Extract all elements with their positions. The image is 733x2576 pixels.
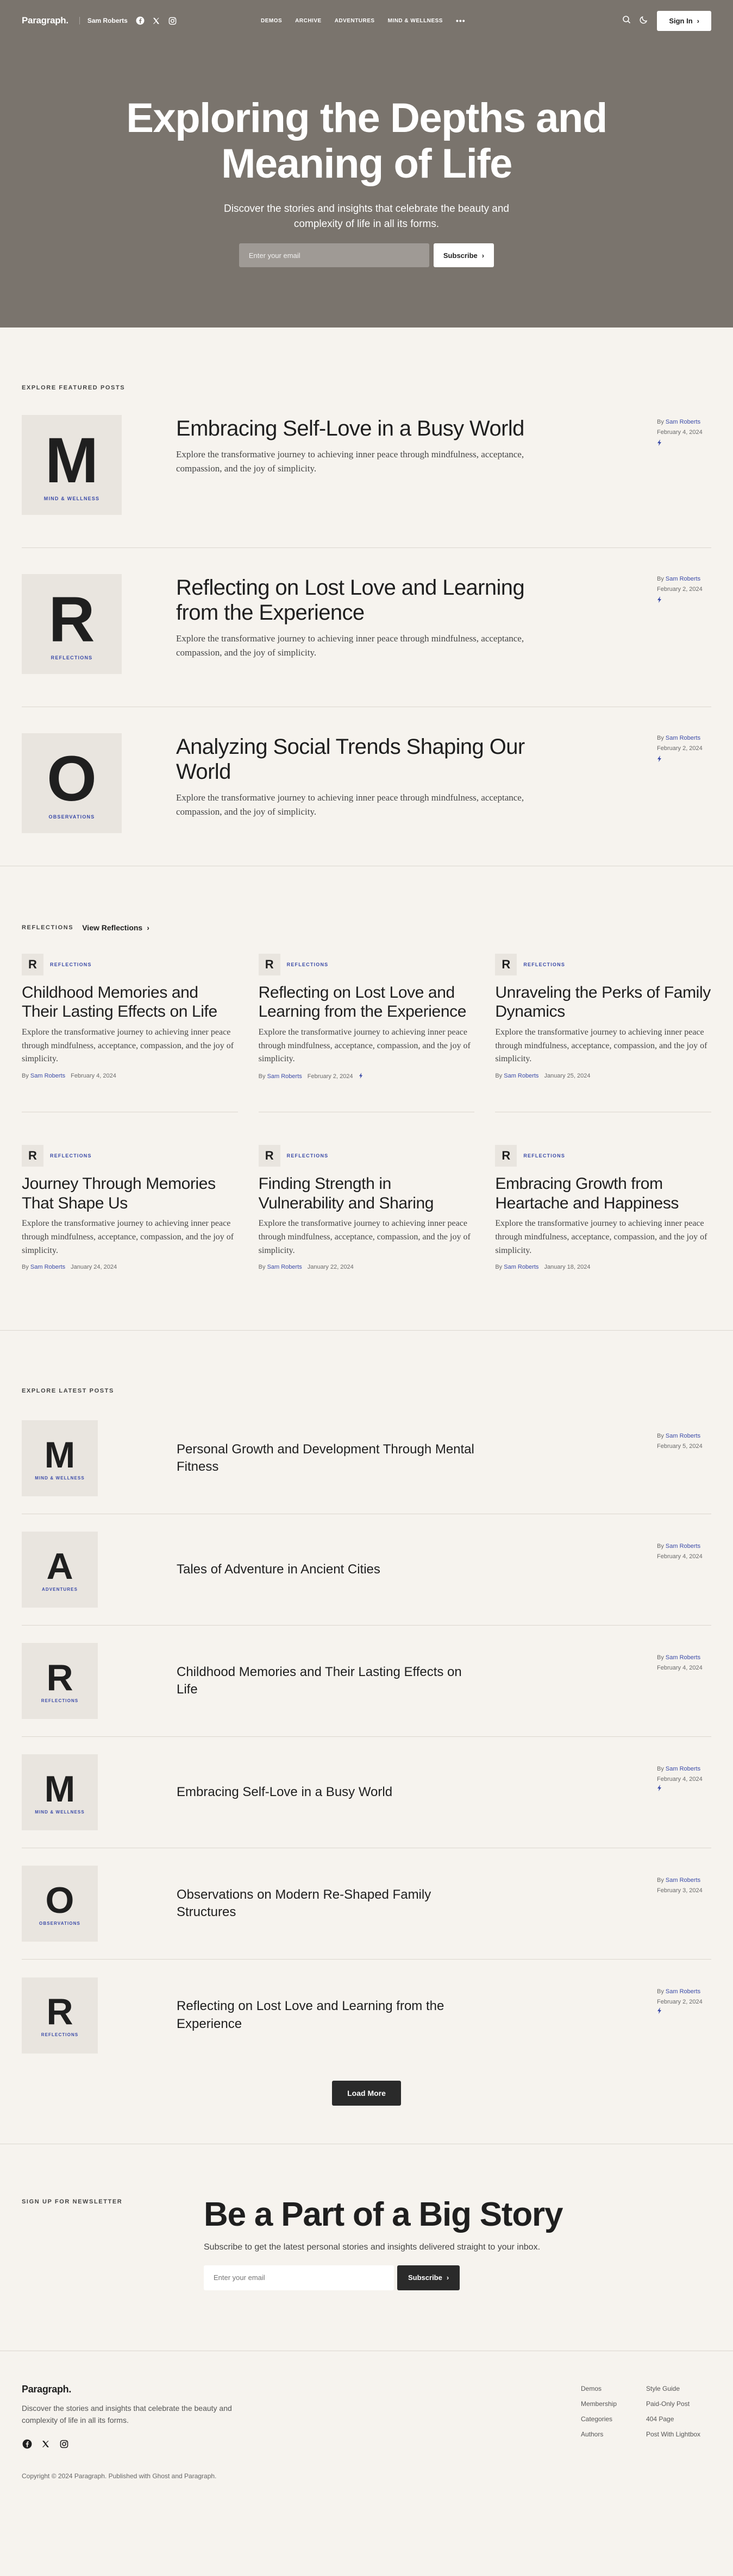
card-header xyxy=(259,954,475,975)
card-header xyxy=(22,954,238,975)
chevron-right-icon: › xyxy=(697,16,699,25)
chevron-right-icon: › xyxy=(147,923,149,932)
post-excerpt: Explore the transformative journey to achieving inner peace through mindfulness, acceptance, compassion, and the joy of simplicity. xyxy=(258,1218,471,1255)
post-meta xyxy=(22,1264,238,1270)
featured-post[interactable] xyxy=(22,707,711,866)
author-link[interactable]: Sam Roberts xyxy=(504,1073,539,1080)
post-date: January 22, 2024 xyxy=(307,1264,354,1271)
newsletter-body xyxy=(204,2196,562,2290)
mini-thumbnail[interactable]: R xyxy=(259,954,280,975)
by-label: By xyxy=(657,1766,664,1773)
post-excerpt: Explore the transformative journey to achieving inner peace through mindfulness, acceptance, compassion, and the joy of simplicity. xyxy=(176,792,524,817)
sign-in-label: Sign In xyxy=(669,16,693,25)
sign-in-button[interactable] xyxy=(657,11,711,31)
post-excerpt: Explore the transformative journey to achieving inner peace through mindfulness, acceptance, compassion, and the joy of simplicity. xyxy=(176,633,524,658)
newsletter-subscribe-button[interactable] xyxy=(397,2265,460,2290)
post-date: January 25, 2024 xyxy=(544,1073,591,1080)
post-title[interactable]: Personal Growth and Development Through Mental Fitness xyxy=(177,1441,474,1475)
list-item[interactable] xyxy=(22,1848,711,1960)
by-label: By xyxy=(657,1543,664,1550)
post-thumbnail[interactable] xyxy=(22,1977,98,2054)
by-label: By xyxy=(657,576,664,582)
category-tag[interactable]: REFLECTIONS xyxy=(41,2032,79,2038)
mini-thumbnail[interactable]: R xyxy=(22,954,43,975)
nav-item-archive[interactable]: ARCHIVE xyxy=(295,17,322,24)
post-thumbnail[interactable] xyxy=(22,415,122,515)
post-excerpt: Explore the transformative journey to achieving inner peace through mindfulness, acceptance, compassion, and the joy of simplicity. xyxy=(176,449,524,474)
post-date: February 2, 2024 xyxy=(307,1073,353,1080)
thumbnail-letter: M xyxy=(44,1768,76,1810)
post-card[interactable] xyxy=(495,954,711,1112)
post-title[interactable]: Embracing Self-Love in a Busy World xyxy=(176,417,524,440)
featured-star-icon xyxy=(657,2009,662,2016)
hero-subscribe-button[interactable] xyxy=(434,243,494,267)
post-meta xyxy=(259,1264,475,1270)
post-thumbnail[interactable] xyxy=(22,733,122,833)
post-meta xyxy=(657,1764,711,1794)
thumbnail-letter: O xyxy=(47,743,97,815)
category-tag[interactable]: OBSERVATIONS xyxy=(39,1920,80,1926)
category-tag[interactable]: REFLECTIONS xyxy=(41,1698,79,1703)
post-meta xyxy=(657,574,711,607)
mini-thumbnail[interactable]: R xyxy=(22,1145,43,1167)
author-link[interactable]: Sam Roberts xyxy=(504,1264,539,1271)
newsletter-subtitle: Subscribe to get the latest personal stories and insights delivered straight to your inbox. xyxy=(204,2242,541,2252)
author-link[interactable]: Sam Roberts xyxy=(665,735,701,741)
post-card[interactable] xyxy=(259,954,475,1112)
post-excerpt: Explore the transformative journey to achieving inner peace through mindfulness, acceptance, compassion, and the joy of simplicity. xyxy=(258,1027,471,1064)
post-title[interactable]: Embracing Self-Love in a Busy World xyxy=(177,1785,393,1800)
featured-star-icon xyxy=(657,755,711,766)
mini-thumbnail[interactable]: R xyxy=(259,1145,280,1167)
nav-more-icon[interactable]: ••• xyxy=(455,16,466,25)
post-thumbnail[interactable] xyxy=(22,1532,98,1608)
by-label: By xyxy=(657,1988,664,1995)
author-link[interactable]: Sam Roberts xyxy=(665,1877,701,1884)
top-navigation xyxy=(0,0,733,41)
category-tag[interactable]: ADVENTURES xyxy=(41,1586,78,1592)
post-date: February 2, 2024 xyxy=(657,585,703,593)
post-meta xyxy=(657,417,711,450)
post-title[interactable]: Reflecting on Lost Love and Learning from the Experience xyxy=(176,576,525,625)
footer-links xyxy=(581,2385,711,2438)
mini-thumbnail[interactable]: R xyxy=(495,954,517,975)
list-item[interactable] xyxy=(22,1514,711,1626)
author-link[interactable]: Sam Roberts xyxy=(267,1073,302,1080)
post-card[interactable] xyxy=(22,1112,238,1270)
thumbnail-letter: A xyxy=(46,1545,73,1587)
featured-post[interactable] xyxy=(22,391,711,548)
list-item[interactable] xyxy=(22,1415,711,1514)
post-date: January 18, 2024 xyxy=(544,1264,591,1271)
dark-mode-moon-icon[interactable] xyxy=(640,15,648,27)
post-title[interactable]: Embracing Growth from Heartache and Happiness xyxy=(495,1175,679,1212)
footer-link[interactable]: Paid-Only Post xyxy=(646,2400,690,2408)
post-meta xyxy=(259,1073,475,1080)
hero-title: Exploring the Depths and Meaning of Life xyxy=(126,95,607,187)
featured-star-icon xyxy=(359,1073,364,1080)
card-header xyxy=(495,1145,711,1167)
nav-item-mind-wellness[interactable]: MIND & WELLNESS xyxy=(387,17,443,24)
card-header xyxy=(259,1145,475,1167)
category-tag[interactable]: OBSERVATIONS xyxy=(48,814,95,820)
thumbnail-letter: R xyxy=(46,1991,73,2033)
view-reflections-link[interactable] xyxy=(82,923,149,932)
post-card[interactable] xyxy=(22,954,238,1112)
by-label: By xyxy=(22,1264,29,1271)
copyright-text: Copyright © 2024 Paragraph. Published with Ghost and Paragraph. xyxy=(22,2472,217,2480)
post-card[interactable] xyxy=(259,1112,475,1270)
category-tag[interactable]: MIND & WELLNESS xyxy=(35,1809,85,1815)
category-tag[interactable]: REFLECTIONS xyxy=(286,962,329,967)
post-body xyxy=(176,574,556,660)
author-link[interactable]: Sam Roberts xyxy=(665,1766,701,1773)
featured-posts-section xyxy=(0,327,733,866)
post-meta xyxy=(657,1541,711,1561)
category-tag[interactable]: REFLECTIONS xyxy=(523,1153,566,1159)
author-link[interactable]: Sam Roberts xyxy=(30,1264,66,1271)
search-icon[interactable] xyxy=(622,15,631,27)
post-meta xyxy=(22,1073,238,1079)
facebook-icon[interactable] xyxy=(22,2439,33,2449)
by-label: By xyxy=(22,1073,29,1080)
by-label: By xyxy=(657,1877,664,1884)
category-tag[interactable]: REFLECTIONS xyxy=(50,1153,92,1159)
by-label: By xyxy=(495,1264,503,1271)
section-label: EXPLORE FEATURED POSTS xyxy=(22,385,126,391)
post-title[interactable]: Unraveling the Perks of Family Dynamics xyxy=(495,984,711,1021)
footer-link[interactable]: Authors xyxy=(581,2430,604,2439)
post-title[interactable]: Reflecting on Lost Love and Learning from the Experience xyxy=(177,1999,444,2031)
post-date: February 2, 2024 xyxy=(657,745,703,752)
post-thumbnail[interactable] xyxy=(22,1420,98,1496)
author-link[interactable]: Sam Roberts xyxy=(267,1264,302,1271)
post-date: February 2, 2024 xyxy=(657,1999,703,2006)
newsletter-form xyxy=(204,2265,562,2290)
section-header xyxy=(22,923,711,932)
post-date: February 4, 2024 xyxy=(657,429,703,436)
post-thumbnail[interactable] xyxy=(22,1643,98,1719)
by-label: By xyxy=(495,1073,503,1080)
post-meta xyxy=(495,1264,711,1270)
chevron-right-icon: › xyxy=(481,251,485,260)
nav-item-adventures[interactable]: ADVENTURES xyxy=(334,17,375,24)
by-label: By xyxy=(657,1433,664,1440)
post-meta xyxy=(657,733,711,766)
header-actions xyxy=(622,11,711,31)
category-tag[interactable]: REFLECTIONS xyxy=(523,962,566,967)
post-meta xyxy=(495,1073,711,1079)
post-excerpt: Explore the transformative journey to achieving inner peace through mindfulness, acceptance, compassion, and the joy of simplicity. xyxy=(22,1218,234,1255)
post-excerpt: Explore the transformative journey to achieving inner peace through mindfulness, acceptance, compassion, and the joy of simplicity. xyxy=(22,1027,234,1064)
site-logo[interactable]: Paragraph. xyxy=(22,15,68,26)
author-link[interactable]: Sam Roberts xyxy=(665,1543,701,1550)
instagram-icon[interactable] xyxy=(168,16,178,26)
subscribe-label: Subscribe xyxy=(443,251,478,260)
post-title[interactable]: Finding Strength in Vulnerability and Sharing xyxy=(258,1175,434,1212)
chevron-right-icon: › xyxy=(446,2273,449,2282)
footer-link[interactable]: Style Guide xyxy=(646,2385,680,2393)
author-link[interactable]: Sam Roberts xyxy=(665,576,701,582)
post-title[interactable]: Analyzing Social Trends Shaping Our World xyxy=(176,735,525,784)
featured-star-icon xyxy=(657,596,711,607)
by-label: By xyxy=(657,735,664,741)
social-links xyxy=(135,16,178,26)
section-label: SIGN UP FOR NEWSLETTER xyxy=(22,2199,123,2206)
post-body xyxy=(176,415,556,476)
mini-thumbnail[interactable]: R xyxy=(495,1145,517,1167)
post-date: February 4, 2024 xyxy=(657,1665,703,1672)
post-thumbnail[interactable] xyxy=(22,1754,98,1830)
list-item[interactable] xyxy=(22,1626,711,1737)
thumbnail-letter: R xyxy=(48,584,95,656)
reflections-section xyxy=(0,866,733,1330)
footer-social-links xyxy=(22,2439,711,2449)
view-link-label: View Reflections xyxy=(82,923,143,932)
author-link[interactable]: Sam Roberts xyxy=(665,419,701,425)
card-header xyxy=(495,954,711,975)
instagram-icon[interactable] xyxy=(59,2439,70,2449)
load-more-row xyxy=(22,2081,711,2106)
featured-post[interactable] xyxy=(22,548,711,707)
author-link[interactable]: Sam Roberts xyxy=(30,1073,66,1080)
main-nav xyxy=(261,16,466,25)
category-tag[interactable]: REFLECTIONS xyxy=(286,1153,329,1159)
featured-star-icon xyxy=(657,439,711,450)
post-title[interactable]: Tales of Adventure in Ancient Cities xyxy=(177,1562,380,1577)
thumbnail-letter: M xyxy=(44,1434,76,1476)
post-title[interactable]: Reflecting on Lost Love and Learning from the Experience xyxy=(258,984,467,1021)
facebook-icon[interactable] xyxy=(135,16,145,26)
footer-link[interactable]: Membership xyxy=(581,2400,617,2408)
post-title[interactable]: Observations on Modern Re-Shaped Family Structures xyxy=(177,1887,431,1920)
section-label: REFLECTIONS xyxy=(22,924,74,931)
category-tag[interactable]: REFLECTIONS xyxy=(50,962,92,967)
latest-posts-section xyxy=(0,1331,733,2144)
post-thumbnail[interactable] xyxy=(22,574,122,674)
author-link[interactable]: Sam Roberts xyxy=(79,17,128,24)
x-twitter-icon[interactable] xyxy=(152,16,161,26)
newsletter-section xyxy=(0,2144,733,2351)
post-card[interactable] xyxy=(495,1112,711,1270)
post-excerpt: Explore the transformative journey to achieving inner peace through mindfulness, acceptance, compassion, and the joy of simplicity. xyxy=(495,1218,707,1255)
post-date: February 4, 2024 xyxy=(657,1776,703,1783)
post-title[interactable]: Childhood Memories and Their Lasting Effects on Life xyxy=(177,1664,462,1697)
category-tag[interactable]: REFLECTIONS xyxy=(51,655,93,660)
category-tag[interactable]: MIND & WELLNESS xyxy=(43,496,100,501)
footer-description: Discover the stories and insights that celebrate the beauty and complexity of life in all its forms. xyxy=(22,2404,232,2425)
post-title[interactable]: Childhood Memories and Their Lasting Effects on Life xyxy=(22,984,217,1021)
load-more-button[interactable]: Load More xyxy=(332,2081,401,2106)
section-label: EXPLORE LATEST POSTS xyxy=(22,1388,114,1395)
post-meta xyxy=(657,1987,711,2017)
author-link[interactable]: Sam Roberts xyxy=(665,1654,701,1661)
post-thumbnail[interactable] xyxy=(22,1866,98,1942)
post-meta xyxy=(657,1431,711,1451)
footer-logo[interactable]: Paragraph. xyxy=(22,2384,72,2395)
x-twitter-icon[interactable] xyxy=(40,2439,51,2449)
author-link[interactable]: Sam Roberts xyxy=(665,1433,701,1440)
card-header xyxy=(22,1145,238,1167)
hero-subscribe-form xyxy=(0,243,733,267)
post-date: February 4, 2024 xyxy=(71,1073,116,1080)
hero-section xyxy=(0,0,733,327)
author-link[interactable]: Sam Roberts xyxy=(665,1988,701,1995)
by-label: By xyxy=(657,1654,664,1661)
post-body xyxy=(176,733,556,820)
post-title[interactable]: Journey Through Memories That Shape Us xyxy=(22,1175,216,1212)
footer-link[interactable]: 404 Page xyxy=(646,2415,674,2423)
latest-posts-list xyxy=(22,1415,711,2071)
category-tag[interactable]: MIND & WELLNESS xyxy=(35,1475,85,1481)
newsletter-title: Be a Part of a Big Story xyxy=(204,2196,563,2234)
footer-link[interactable]: Post With Lightbox xyxy=(646,2430,701,2439)
hero-email-input[interactable] xyxy=(239,243,429,267)
list-item[interactable] xyxy=(22,1737,711,1848)
post-date: January 24, 2024 xyxy=(71,1264,117,1271)
featured-star-icon xyxy=(657,1786,662,1793)
thumbnail-letter: R xyxy=(46,1657,73,1698)
footer-link[interactable]: Categories xyxy=(581,2415,613,2423)
by-label: By xyxy=(657,419,664,425)
subscribe-label: Subscribe xyxy=(408,2273,442,2282)
post-meta xyxy=(657,1653,711,1673)
nav-item-demos[interactable]: DEMOS xyxy=(261,17,283,24)
post-meta xyxy=(657,1875,711,1895)
thumbnail-letter: O xyxy=(45,1879,74,1921)
post-date: February 3, 2024 xyxy=(657,1887,703,1894)
footer-link[interactable]: Demos xyxy=(581,2385,602,2393)
reflections-grid xyxy=(22,954,711,1270)
site-footer xyxy=(0,2351,733,2503)
by-label: By xyxy=(258,1073,266,1080)
post-date: February 4, 2024 xyxy=(657,1553,703,1560)
post-excerpt: Explore the transformative journey to achieving inner peace through mindfulness, acceptance, compassion, and the joy of simplicity. xyxy=(495,1027,707,1064)
newsletter-email-input[interactable] xyxy=(204,2265,394,2290)
hero-subtitle: Discover the stories and insights that celebrate the beauty and complexity of life in all its forms. xyxy=(224,203,509,230)
by-label: By xyxy=(258,1264,266,1271)
thumbnail-letter: M xyxy=(45,425,99,496)
list-item[interactable] xyxy=(22,1960,711,2071)
post-date: February 5, 2024 xyxy=(657,1443,703,1450)
